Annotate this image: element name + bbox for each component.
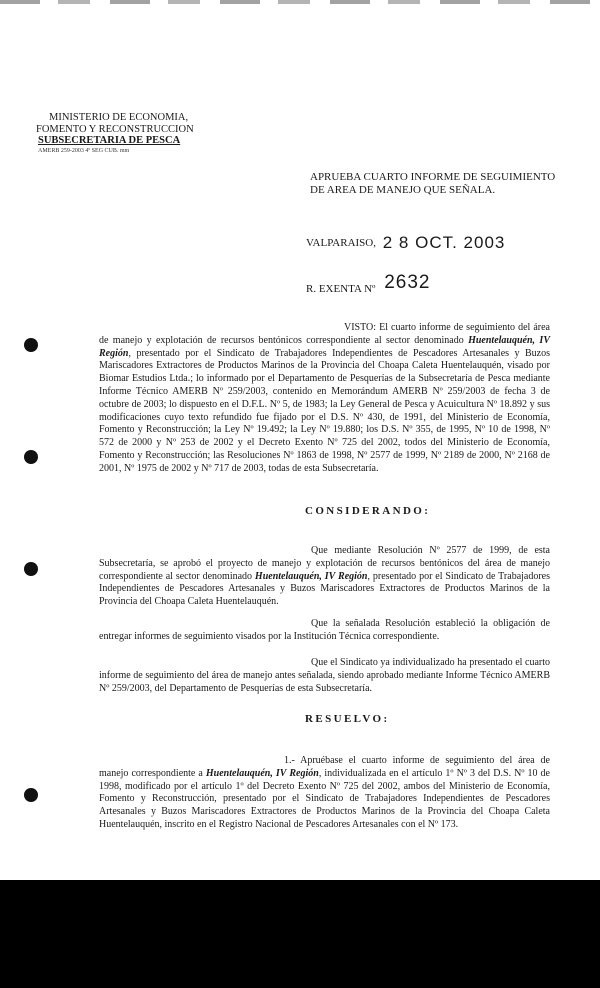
- ministry-line: MINISTERIO DE ECONOMIA,: [49, 112, 189, 123]
- resolution-title: [310, 171, 555, 197]
- exenta-label: R. EXENTA Nº: [306, 283, 376, 295]
- title-line: APRUEBA CUARTO INFORME DE SEGUIMIENTO: [310, 171, 556, 183]
- considerando-1: Que mediante Resolución Nº 2577 de 1999, de esta Subsecretaría, se aprobó el proyecto de manejo y explotación de recursos bentónicos del área de manejo correspondiente al sector denominado Huentelauquén, IV Región, presentado por el Sindicato de Trabajadores Independientes de Pescadores Artesanales y Buzos Mariscadores Extractores de Productos Marinos de la Provincia del Choapa Caleta Huentelauquén.: [99, 545, 551, 608]
- punch-hole: [24, 338, 38, 352]
- ministry-header: [36, 112, 194, 155]
- punch-hole: [24, 788, 38, 802]
- handwritten-number: 2632: [384, 272, 431, 293]
- place-name: Huentelauquén, IV Región: [205, 767, 319, 779]
- subsecretaria-line: SUBSECRETARIA DE PESCA: [38, 135, 181, 146]
- visto-paragraph: VISTO: El cuarto informe de seguimiento del área de manejo y explotación de recursos bentónicos correspondiente al sector denominado Huentelauquén, IV Región, presentado por el Sindicato de Trabajadores Independientes de Pescadores Artesanales y Buzos Mariscadores Extractores de Productos Marinos de la Provincia del Choapa Caleta Huentelauquén, visado por Biomar Estudios Ltda.; lo informado por el Departamento de Pesquerías de la Subsecretaría de Pesca mediante Informe Técnico AMERB Nº 259/2003, contenido en Memorándum AMERB Nº 259/2003 de fecha 3 de octubre de 2003; lo dispuesto en el D.F.L. Nº 5, de 1983; la Ley General de Pesca y Acuicultura Nº 18.892 y sus modificaciones cuyo texto refundido fue fijado por el D.S. Nº 430, de 1991, del Ministerio de Economía, Fomento y Reconstrucción; la Ley Nº 19.492; la Ley Nº 19.880; los D.S. Nº 355, de 1995, Nº 10 de 1998, Nº 572 de 2000 y Nº 253 de 2002 y el Decreto Exento Nº 725 del 2002, todos del Ministerio de Economía, Fomento y Reconstrucción; las Resoluciones Nº 1863 de 1998, Nº 2577 de 1999, Nº 2189 de 2000, Nº 2168 de 2001, Nº 1975 de 2002 y Nº 717 de 2003, todas de esta Subsecretaría.: [99, 322, 550, 474]
- scan-top-edge: [0, 0, 600, 4]
- considerando-heading: CONSIDERANDO:: [305, 505, 431, 517]
- ministry-line: FOMENTO Y RECONSTRUCCION: [36, 123, 194, 135]
- place-label: VALPARAISO,: [306, 237, 376, 249]
- resuelvo-1: 1.- Apruébase el cuarto informe de seguimiento del área de manejo correspondiente a Huentelauquén, IV Región, individualizada en el artículo 1º Nº 3 del D.S. Nº 10 de 1998, modificado por el artículo 1º del Decreto Exento Nº 725 del 2002, ambos del Ministerio de Economía, Fomento y Reconstrucción, presentado por el Sindicato de Trabajadores Independientes de Pescadores Artesanales y Buzos Mariscadores Extractores de Productos Marinos de la Provincia del Choapa Caleta Huentelauquén, inscrito en el Registro Nacional de Pescadores Artesanales con el Nº 173.: [99, 755, 551, 830]
- place-name: Huentelauquén, IV Región: [254, 570, 368, 582]
- punch-hole: [24, 450, 38, 464]
- reference-code: AMERB 259-2003 4º SEG CUB. mm: [38, 147, 130, 154]
- exenta-number: [306, 272, 431, 298]
- considerando-3: Que el Sindicato ya individualizado ha presentado el cuarto informe de seguimiento del área de manejo antes señalada, siendo aprobado mediante Informe Técnico AMERB Nº 259/2003, del Departamento de Pesquerías de esta Subsecretaría.: [99, 657, 550, 694]
- scan-bottom-border: [0, 880, 600, 988]
- visto-lead: VISTO:: [344, 322, 377, 333]
- title-line: DE AREA DE MANEJO QUE SEÑALA.: [310, 184, 496, 196]
- considerando-2: Que la señalada Resolución estableció la obligación de entregar informes de seguimiento visados por la Institución Técnica correspondiente.: [99, 618, 550, 642]
- date-stamp: 2 8 OCT. 2003: [382, 233, 506, 252]
- place-name: Huentelauquén, IV Región: [99, 334, 550, 359]
- resuelvo-heading: RESUELVO:: [305, 713, 390, 725]
- punch-hole: [24, 562, 38, 576]
- place-date: [306, 231, 505, 251]
